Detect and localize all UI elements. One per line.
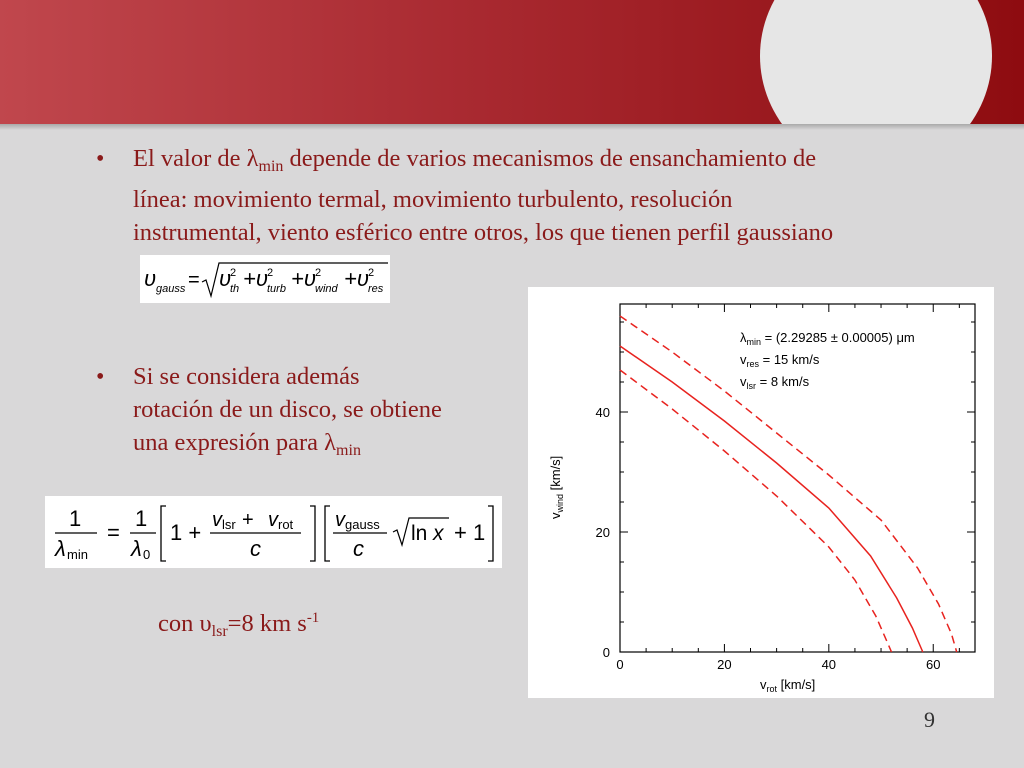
- formula1-exp1: 2: [230, 267, 237, 279]
- f2-vlsr: v: [212, 509, 222, 531]
- legend-entry-0: $\lambda_{min} = (2.29285 \pm 0.00005)$ μm: [740, 330, 915, 347]
- formula1-lhs: υ: [144, 266, 157, 291]
- f2-plus-1: + 1: [454, 520, 486, 545]
- y-tick-label: 20: [595, 525, 610, 540]
- formula-gauss: [140, 255, 390, 303]
- f2-bracket1-right: [310, 506, 315, 561]
- formula1-exp3: 2: [315, 267, 322, 279]
- bullet-2-lambda-sub: min: [336, 442, 361, 459]
- bullet-2-line3-pre: una expresión para λ: [133, 429, 337, 456]
- note-pre: con υ: [158, 610, 212, 637]
- f2-c2: c: [353, 536, 364, 561]
- bullet-2-line2: rotación de un disco, se obtiene: [133, 396, 442, 423]
- bullet-1-line3: instrumental, viento esférico entre otros, los que tienen perfil gaussiano: [133, 219, 834, 246]
- legend-entry-1: $v_{res} = 15$ km/s: [740, 352, 820, 369]
- formula1-term2-sub: turb: [267, 283, 286, 295]
- f2-lhs-lambda: λ: [55, 536, 66, 561]
- f2-bracket2-left: [325, 506, 330, 561]
- chart-svg: [528, 287, 994, 698]
- formula1-equals: =: [188, 269, 200, 291]
- formula-lambda-min: [45, 496, 502, 568]
- formula1-term3-sub: wind: [315, 283, 338, 295]
- f2-num-plus: +: [242, 509, 254, 531]
- formula1-term1-sub: th: [230, 283, 240, 295]
- lambda-subscript: min: [258, 158, 284, 175]
- legend-entry-2: $v_{lsr} = 8$ km/s: [740, 374, 810, 391]
- y-tick-label: 0: [602, 645, 610, 660]
- f2-equals: =: [107, 520, 120, 545]
- formula1-term4: +υ: [344, 266, 369, 291]
- formula1-term1: υ: [219, 266, 232, 291]
- f2-vrot-sub: rot: [278, 517, 294, 532]
- x-tick-label: 60: [926, 657, 941, 672]
- y-axis-label: $v_{wind}$ [km/s]: [548, 455, 565, 519]
- f2-rhs-lambda: λ: [131, 536, 142, 561]
- f2-rhs-num: 1: [135, 506, 148, 531]
- bullet-2-line1: Si se considera además: [133, 363, 360, 390]
- page-number: 9: [924, 707, 935, 732]
- f2-lhs-num: 1: [69, 506, 82, 531]
- f2-c1: c: [250, 536, 261, 561]
- bullet-1-text: [133, 142, 953, 249]
- vlsr-note: [158, 602, 319, 648]
- header-banner: [0, 0, 1024, 124]
- f2-rhs-zero: 0: [143, 547, 151, 562]
- f2-bracket2-right: [488, 506, 493, 561]
- bullet-2-text: [133, 360, 523, 467]
- x-tick-label: 0: [616, 657, 624, 672]
- x-tick-label: 20: [717, 657, 732, 672]
- f2-x: x: [433, 522, 444, 545]
- decorative-circle: [760, 0, 992, 124]
- f2-one-plus: 1 +: [170, 520, 202, 545]
- vwind-vrot-chart: [528, 287, 994, 698]
- formula1-term4-sub: res: [368, 283, 384, 295]
- f2-vgauss-sub: gauss: [345, 517, 380, 532]
- series-line-2: [620, 370, 892, 652]
- bullet-1-line2: línea: movimiento termal, movimiento turbulento, resolución: [133, 186, 733, 213]
- f2-vlsr-sub: lsr: [222, 517, 236, 532]
- series-line-0: [620, 346, 923, 652]
- bullet-dot-1: •: [96, 146, 105, 172]
- bullet-1-line1-pre: El valor de λ: [133, 145, 259, 172]
- formula1-exp2: 2: [267, 267, 274, 279]
- f2-lhs-min: min: [67, 547, 88, 562]
- formula1-exp4: 2: [368, 267, 375, 279]
- note-sub: lsr: [211, 623, 228, 640]
- header-divider: [0, 124, 1024, 130]
- f2-bracket1-left: [161, 506, 166, 561]
- f2-vrot: v: [268, 509, 278, 531]
- note-sup: -1: [306, 610, 320, 626]
- x-axis-label: $v_{rot}$ [km/s]: [760, 677, 816, 694]
- x-tick-label: 40: [821, 657, 837, 672]
- formula1-lhs-sub: gauss: [156, 283, 186, 295]
- note-mid: =8 km s: [227, 610, 307, 637]
- f2-ln: ln: [411, 522, 428, 545]
- f2-vgauss: v: [335, 509, 345, 531]
- y-tick-label: 40: [595, 405, 610, 420]
- formula1-term3: +υ: [291, 266, 316, 291]
- bullet-dot-2: •: [96, 364, 105, 390]
- bullet-1-line1-rest: depende de varios mecanismos de ensanchamiento de: [283, 145, 817, 172]
- formula1-term2: +υ: [243, 266, 268, 291]
